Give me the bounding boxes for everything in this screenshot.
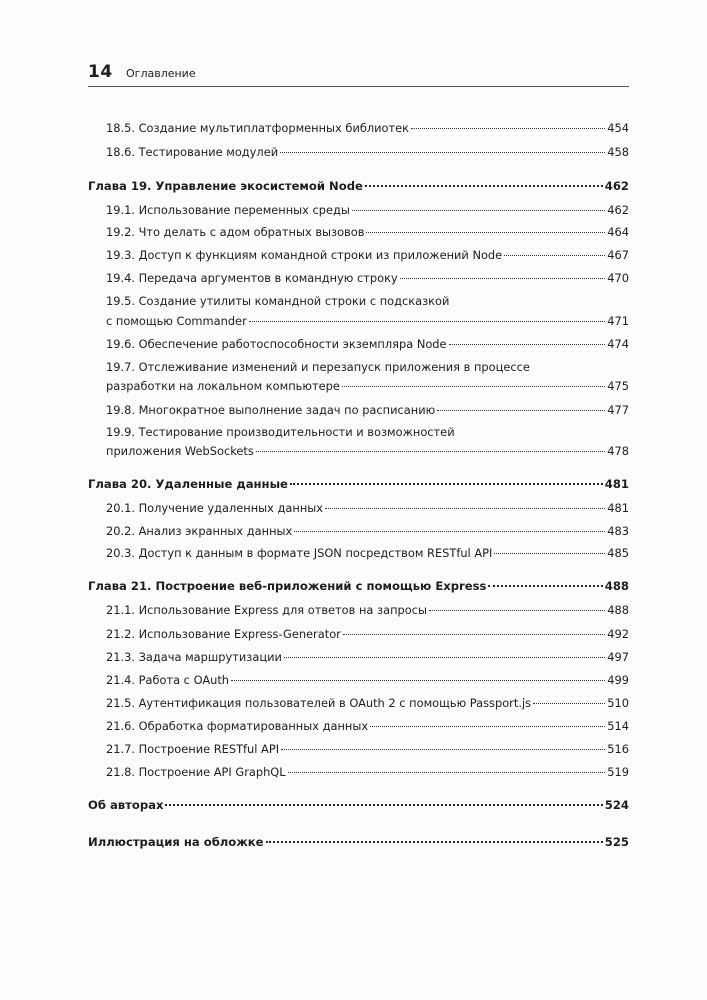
leader-dots: [400, 277, 606, 279]
toc-entry-21-5[interactable]: [106, 693, 629, 713]
toc-entry-page: 477: [607, 403, 629, 417]
toc-entry-page: 462: [607, 203, 629, 217]
leader-dots: [365, 184, 603, 187]
toc-entry-title: 21.3. Задача маршрутизации: [106, 650, 282, 664]
leader-dots: [411, 127, 605, 129]
toc-entry-title: 21.2. Использование Express-Generator: [106, 627, 341, 641]
toc-entry-title: 19.6. Обеспечение работоспособности экземпляра Node: [106, 337, 447, 351]
page-header: [88, 58, 629, 87]
toc-chapter-title: Иллюстрация на обложке: [88, 835, 264, 849]
toc-chapter-title: Глава 21. Построение веб-приложений с помощью Express: [88, 579, 487, 593]
leader-dots: [343, 633, 605, 635]
toc-entry-title: с помощью Commander: [106, 314, 247, 328]
toc-entry-21-2[interactable]: [106, 624, 629, 644]
toc-chapter-20[interactable]: [88, 474, 629, 494]
leader-dots: [249, 320, 606, 322]
toc-entry-21-3[interactable]: [106, 647, 629, 667]
leader-dots: [437, 409, 605, 411]
toc-entry-title: 20.1. Получение удаленных данных: [106, 501, 323, 515]
toc-entry-title: 21.1. Использование Express для ответов на запросы: [106, 603, 427, 617]
toc-entry-21-1[interactable]: [106, 600, 629, 620]
leader-dots: [429, 609, 605, 611]
toc-entry-19-6[interactable]: [106, 334, 629, 354]
toc-entry-title: 21.7. Построение RESTful API: [106, 742, 280, 756]
toc-chapter-21[interactable]: [88, 576, 629, 596]
toc-entry-title: 20.3. Доступ к данным в формате JSON посредством RESTful API: [106, 546, 493, 560]
page-number: 14: [88, 62, 113, 82]
leader-dots: [449, 343, 606, 345]
leader-dots: [504, 254, 605, 256]
toc-entry-title: 18.6. Тестирование модулей: [106, 145, 279, 159]
toc-entry-page: 499: [607, 673, 629, 687]
toc-entry-page: 467: [607, 248, 629, 262]
toc-chapter-page: 524: [604, 798, 629, 812]
toc-entry-page: 454: [607, 121, 629, 135]
toc-entry-title: 21.8. Построение API GraphQL: [106, 765, 286, 779]
toc-entry-page: 483: [607, 524, 629, 538]
toc-entry-19-5[interactable]: [106, 311, 629, 331]
toc-entry-page: 514: [607, 719, 629, 733]
toc-entry-title: 20.2. Анализ экранных данных: [106, 524, 293, 538]
toc-entry-page: 516: [607, 742, 629, 756]
toc-entry-21-7[interactable]: [106, 739, 629, 759]
toc-chapter-page: 481: [604, 477, 629, 491]
toc-chapter-title: Глава 19. Управление экосистемой Node: [88, 179, 363, 193]
toc-entry-page: 475: [607, 379, 629, 393]
toc-entry-title: 19.8. Многократное выполнение задач по расписанию: [106, 403, 436, 417]
toc-about-authors[interactable]: [88, 795, 629, 815]
toc-entry-title: 18.5. Создание мультиплатформенных библиотек: [106, 121, 410, 135]
toc-entry-title: 19.2. Что делать с адом обратных вызовов: [106, 225, 365, 239]
toc-entry-title: 21.4. Работа с OAuth: [106, 673, 230, 687]
toc-entry-19-8[interactable]: [106, 400, 629, 420]
leader-dots: [342, 385, 605, 387]
leader-dots: [284, 656, 605, 658]
toc-chapter-page: 488: [604, 579, 629, 593]
toc-chapter-title: Об авторах: [88, 798, 164, 812]
toc-entry-title: 19.1. Использование переменных среды: [106, 203, 350, 217]
toc-entry-19-1[interactable]: [106, 200, 629, 220]
leader-dots: [256, 450, 605, 452]
leader-dots: [352, 209, 605, 211]
toc-entry-title: 19.3. Доступ к функциям командной строки из приложений Node: [106, 248, 503, 262]
toc-entry-title: 19.4. Передача аргументов в командную строку: [106, 271, 398, 285]
toc-entry-page: 478: [607, 444, 629, 458]
toc-entry-page: 464: [607, 225, 629, 239]
toc-chapter-title: Глава 20. Удаленные данные: [88, 477, 288, 491]
toc-entry-page: 485: [607, 546, 629, 560]
toc-entry-21-4[interactable]: [106, 670, 629, 690]
leader-dots: [294, 530, 605, 532]
toc-entry-19-9-line1[interactable]: 19.9. Тестирование производительности и возможностей: [106, 425, 455, 439]
running-head-title: Оглавление: [126, 67, 196, 80]
toc-entry-title: разработки на локальном компьютере: [106, 379, 340, 393]
toc-entry-page: 488: [607, 603, 629, 617]
toc-entry-19-7[interactable]: [106, 376, 629, 396]
toc-entry-page: 497: [607, 650, 629, 664]
toc-chapter-page: 462: [604, 179, 629, 193]
toc-entry-19-2[interactable]: [106, 222, 629, 242]
leader-dots: [280, 151, 605, 153]
toc-entry-19-5-line1[interactable]: 19.5. Создание утилиты командной строки с подсказкой: [106, 294, 450, 308]
toc-entry-page: 481: [607, 501, 629, 515]
leader-dots: [288, 771, 606, 773]
toc-entry-page: 458: [607, 145, 629, 159]
toc-entry-19-9[interactable]: [106, 441, 629, 461]
leader-dots: [290, 482, 603, 485]
leader-dots: [325, 507, 605, 509]
toc-entry-page: 510: [607, 696, 629, 710]
toc-entry-20-1[interactable]: [106, 498, 629, 518]
toc-entry-21-6[interactable]: [106, 716, 629, 736]
toc-entry-20-3[interactable]: [106, 543, 629, 563]
toc-entry-title: приложения WebSockets: [106, 444, 254, 458]
leader-dots: [488, 584, 602, 587]
toc-entry-18-5[interactable]: [106, 118, 629, 138]
toc-entry-page: 470: [607, 271, 629, 285]
leader-dots: [366, 231, 605, 233]
toc-entry-page: 471: [607, 314, 629, 328]
toc-entry-19-4[interactable]: [106, 268, 629, 288]
leader-dots: [266, 840, 603, 843]
leader-dots: [533, 702, 605, 704]
leader-dots: [165, 803, 602, 806]
toc-entry-page: 492: [607, 627, 629, 641]
toc-entry-title: 21.6. Обработка форматированных данных: [106, 719, 369, 733]
toc-entry-page: 474: [607, 337, 629, 351]
toc-chapter-19[interactable]: [88, 176, 629, 196]
toc-chapter-page: 525: [604, 835, 629, 849]
toc-entry-18-6[interactable]: [106, 142, 629, 162]
toc-entry-19-7-line1[interactable]: 19.7. Отслеживание изменений и перезапуск приложения в процессе: [106, 360, 530, 374]
toc-entry-title: 21.5. Аутентификация пользователей в OAuth 2 с помощью Passport.js: [106, 696, 532, 710]
toc-cover-illustration[interactable]: [88, 832, 629, 852]
leader-dots: [231, 679, 605, 681]
leader-dots: [494, 552, 605, 554]
toc-entry-20-2[interactable]: [106, 521, 629, 541]
leader-dots: [281, 748, 605, 750]
leader-dots: [370, 725, 605, 727]
toc-entry-page: 519: [607, 765, 629, 779]
toc-entry-19-3[interactable]: [106, 245, 629, 265]
toc-entry-21-8[interactable]: [106, 762, 629, 782]
